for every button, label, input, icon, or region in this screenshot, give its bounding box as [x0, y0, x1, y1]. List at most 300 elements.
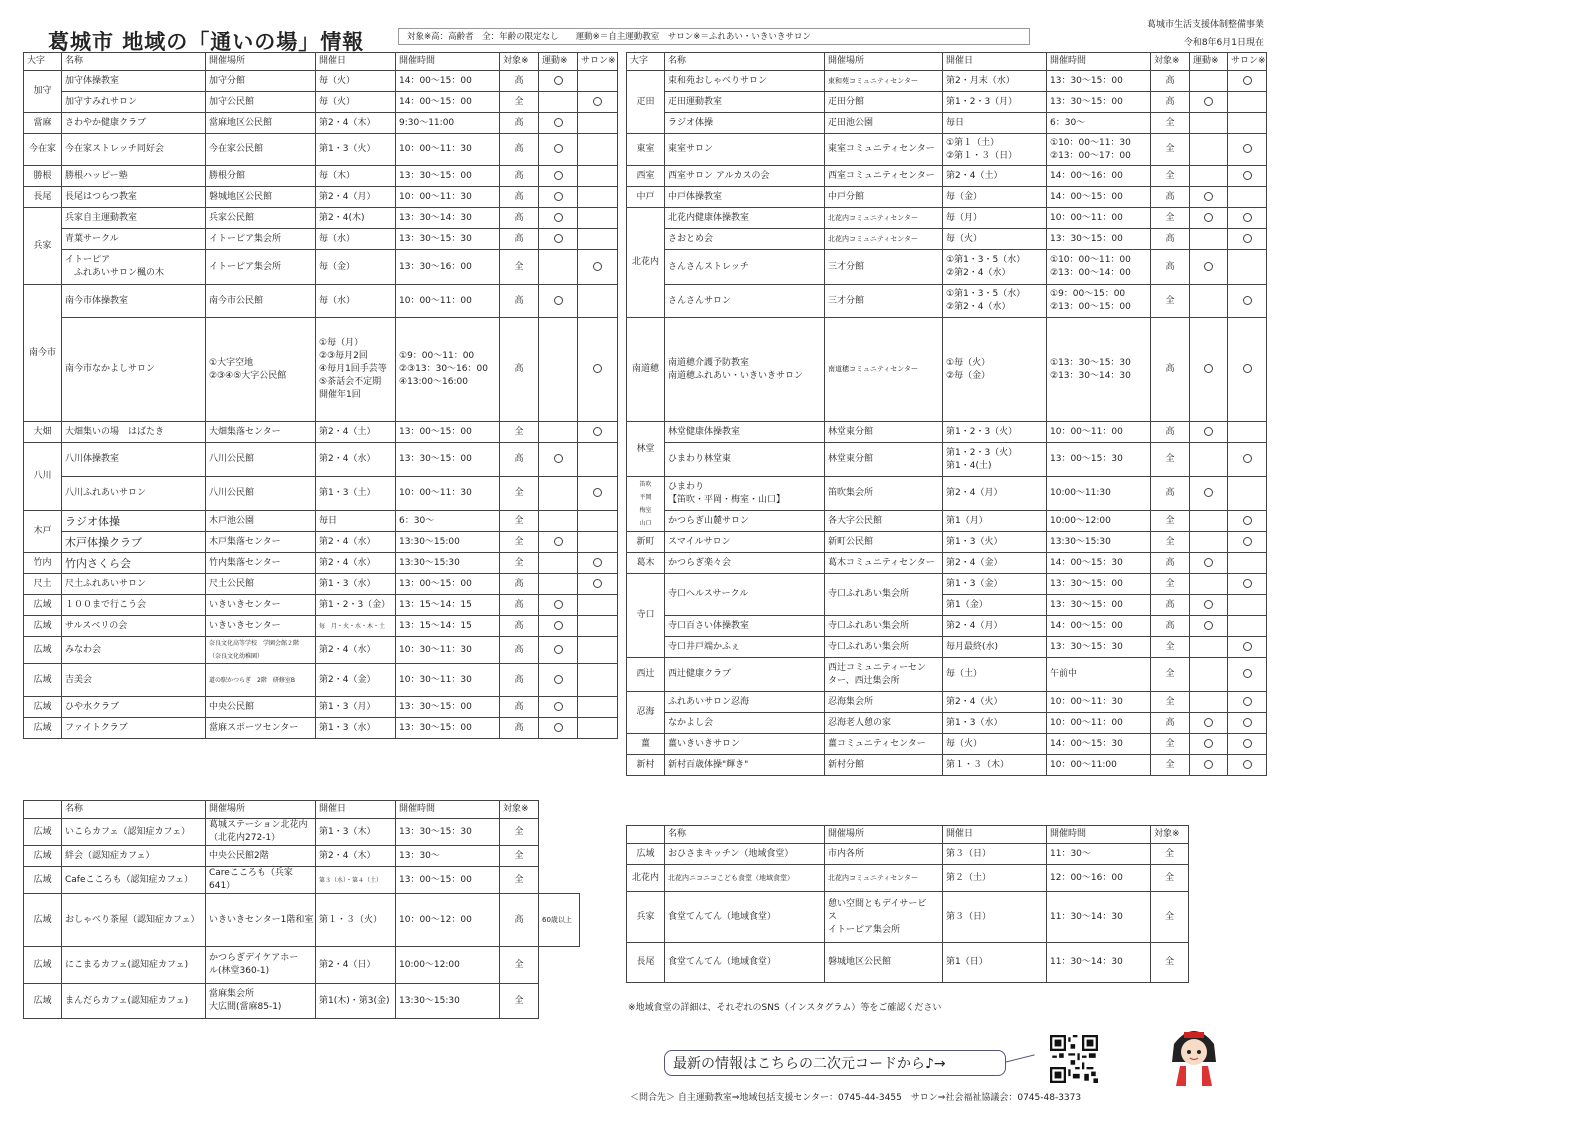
venue-place: 薑コミュニティセンター	[825, 734, 943, 755]
table-row	[24, 697, 618, 718]
table-row	[24, 718, 618, 739]
schedule-day: 第1・3（水）	[316, 574, 396, 595]
target-cell: 全	[1151, 532, 1190, 553]
note-cell	[539, 947, 580, 984]
venue-place: 道の駅かつらぎ 2階 研修室B	[206, 664, 316, 697]
area-cell: 兵家	[24, 208, 62, 285]
venue-place: 林堂東分館	[825, 422, 943, 443]
attendance-mark-cell	[1228, 134, 1267, 166]
target-cell: 全	[1151, 511, 1190, 532]
venue-place: 疋田池公園	[825, 113, 943, 134]
schedule-time: ①9：00～15：00 ②13：00～15：00	[1047, 285, 1151, 318]
empty-mark-cell	[578, 187, 618, 208]
table-row	[24, 187, 618, 208]
circle-mark-icon	[1204, 600, 1213, 609]
column-header: 開催場所	[825, 53, 943, 71]
table-row	[24, 532, 618, 553]
area-cell: 南今市	[24, 285, 62, 422]
circle-mark-icon	[554, 723, 563, 732]
schedule-day: 毎（金）	[943, 187, 1047, 208]
circle-mark-icon	[593, 579, 602, 588]
target-cell: 全	[1151, 208, 1190, 229]
schedule-time: 10：30～11：30	[396, 637, 500, 664]
target-cell: 高	[500, 187, 539, 208]
schedule-time: 13：30～15：00	[1047, 92, 1151, 113]
table-row	[24, 553, 618, 574]
venue-name: 薑いきいきサロン	[665, 734, 825, 755]
table-row	[24, 819, 580, 846]
circle-mark-icon	[1243, 579, 1252, 588]
schedule-day: 第2・4（土）	[316, 422, 396, 443]
attendance-mark-cell	[539, 113, 578, 134]
schedule-day: 第1・2・3（火）	[943, 422, 1047, 443]
column-header	[24, 801, 62, 819]
area-cell: 木戸	[24, 511, 62, 553]
venue-name: 八川ふれあいサロン	[62, 477, 206, 511]
table-row	[24, 92, 618, 113]
schedule-day: 第１・３（木）	[943, 755, 1047, 776]
venue-place: 西室コミュニティセンター	[825, 166, 943, 187]
area-cell: 北花内	[627, 865, 665, 892]
area-cell: 林堂	[627, 422, 665, 477]
attendance-mark-cell	[1228, 532, 1267, 553]
schedule-day: 毎（火）	[316, 71, 396, 92]
schedule-time: 13：30～14：30	[396, 208, 500, 229]
schedule-time: 13：30～15：00	[1047, 71, 1151, 92]
area-cell: 長尾	[627, 943, 665, 983]
attendance-mark-cell	[539, 697, 578, 718]
schedule-day: 毎（土）	[943, 658, 1047, 692]
venue-place: 東室コミュニティセンター	[825, 134, 943, 166]
target-cell: 高	[500, 443, 539, 477]
table-row	[24, 166, 618, 187]
empty-mark-cell	[539, 511, 578, 532]
legend-box: 対象※高：高齢者 全：年齢の限定なし 運動※＝自主運動教室 サロン※＝ふれあい・いきいきサロン	[398, 28, 1030, 45]
note-cell	[539, 846, 580, 867]
schedule-day: 毎（火）	[316, 92, 396, 113]
schedule-time: 13：30～15：00	[1047, 595, 1151, 616]
table-row	[24, 113, 618, 134]
schedule-time: 11：30～14：30	[1047, 943, 1151, 983]
venue-name: 林堂健康体操教室	[665, 422, 825, 443]
venue-place: 八川公民館	[206, 477, 316, 511]
schedule-day: 第３（日）	[943, 844, 1047, 865]
schedule-day: 第2・4(木)	[316, 208, 396, 229]
area-cell: 広域	[24, 984, 62, 1019]
column-header: 対象※	[1151, 826, 1189, 844]
table-row	[627, 865, 1189, 892]
column-header: サロン※	[578, 53, 618, 71]
area-cell: 広域	[24, 846, 62, 867]
table-row	[627, 553, 1267, 574]
table-row	[24, 846, 580, 867]
venue-name: おしゃべり茶屋（認知症カフェ）	[62, 894, 206, 947]
empty-mark-cell	[1190, 166, 1228, 187]
venue-place: 新村分館	[825, 755, 943, 776]
column-header: 開催場所	[825, 826, 943, 844]
schedule-day: 毎（金）	[316, 250, 396, 285]
schedule-day: 第2・4（月）	[943, 616, 1047, 637]
column-header: 名称	[62, 801, 206, 819]
schedule-day: 毎（月）	[943, 208, 1047, 229]
schedule-time: 13：00～15：30	[1047, 443, 1151, 477]
table-header-row	[24, 53, 618, 71]
circle-mark-icon	[554, 675, 563, 684]
schedule-day: 毎（火）	[943, 734, 1047, 755]
target-cell: 高	[1151, 713, 1190, 734]
qr-code-icon[interactable]	[1050, 1035, 1098, 1083]
schedule-day: 第1・3（木）	[316, 819, 396, 846]
venue-place: 當麻集会所 大広間(當麻85-1)	[206, 984, 316, 1019]
schedule-time: 13:30～15:30	[1047, 532, 1151, 553]
circle-mark-icon	[1243, 537, 1252, 546]
target-cell: 全	[1151, 692, 1190, 713]
empty-mark-cell	[539, 250, 578, 285]
schedule-day: 第2・4（土）	[943, 166, 1047, 187]
venue-name: イトーピア ふれあいサロン楓の木	[62, 250, 206, 285]
venue-place: 中央公民館	[206, 697, 316, 718]
venue-place: 葛城ステーション北花内 （北花内272-1）	[206, 819, 316, 846]
schedule-day: 第2・4（木）	[316, 113, 396, 134]
column-header: 開催日	[943, 53, 1047, 71]
venue-name: 今在家ストレッチ同好会	[62, 134, 206, 166]
empty-mark-cell	[1228, 422, 1267, 443]
area-cell: 南道穂	[627, 318, 665, 422]
empty-mark-cell	[1190, 285, 1228, 318]
schedule-time: 14：00～15：00	[1047, 187, 1151, 208]
as-of-date: 令和8年6月1日現在	[1183, 38, 1264, 48]
venue-name: さんさんサロン	[665, 285, 825, 318]
attendance-mark-cell	[1190, 616, 1228, 637]
circle-mark-icon	[554, 76, 563, 85]
area-cell: 広域	[24, 595, 62, 616]
venue-place: 木戸池公園	[206, 511, 316, 532]
area-cell: 薑	[627, 734, 665, 755]
schedule-time: 午前中	[1047, 658, 1151, 692]
attendance-mark-cell	[539, 532, 578, 553]
area-cell: 新村	[627, 755, 665, 776]
empty-mark-cell	[1190, 511, 1228, 532]
circle-mark-icon	[554, 600, 563, 609]
attendance-mark-cell	[539, 166, 578, 187]
attendance-mark-cell	[539, 229, 578, 250]
table-row	[24, 574, 618, 595]
target-cell: 全	[500, 477, 539, 511]
attendance-mark-cell	[1228, 637, 1267, 658]
publisher: 葛城市生活支援体制整備事業	[1146, 20, 1264, 30]
table-row	[24, 664, 618, 697]
venue-name: ファイトクラブ	[62, 718, 206, 739]
column-header: 大字	[627, 53, 665, 71]
table-row	[24, 511, 618, 532]
table-row	[24, 616, 618, 637]
circle-mark-icon	[1243, 718, 1252, 727]
table-row	[627, 892, 1189, 943]
schedule-time: 10：00～11:00	[1047, 755, 1151, 776]
target-cell: 全	[1151, 166, 1190, 187]
attendance-mark-cell	[1228, 318, 1267, 422]
column-header: 開催時間	[1047, 53, 1151, 71]
table-row	[627, 71, 1267, 92]
target-cell: 高	[1151, 616, 1190, 637]
venue-name: 大畑集いの場 はばたき	[62, 422, 206, 443]
schedule-day: 第1・3（火）	[943, 532, 1047, 553]
schedule-day: 第2・4（火）	[943, 692, 1047, 713]
venue-place: 磐城地区公民館	[825, 943, 943, 983]
schedule-day: 第1・3（月）	[316, 697, 396, 718]
area-cell: 尺土	[24, 574, 62, 595]
empty-mark-cell	[1228, 92, 1267, 113]
venue-name: 絆会（認知症カフェ）	[62, 846, 206, 867]
circle-mark-icon	[1204, 364, 1213, 373]
attendance-mark-cell	[1190, 595, 1228, 616]
empty-mark-cell	[539, 477, 578, 511]
schedule-day: 毎（水）	[316, 229, 396, 250]
area-cell: 広域	[24, 616, 62, 637]
table-row	[24, 250, 618, 285]
table-row	[627, 229, 1267, 250]
target-cell: 高	[1151, 71, 1190, 92]
venue-place: 林堂東分館	[825, 443, 943, 477]
venue-name: 長尾はつらつ教室	[62, 187, 206, 208]
target-cell: 高	[1151, 92, 1190, 113]
schedule-day: ①第1・3・5（水） ②第2・4（水）	[943, 285, 1047, 318]
venue-place: 北花内コミュニティセンター	[825, 229, 943, 250]
table-row	[627, 713, 1267, 734]
table-row	[627, 477, 1267, 511]
table-row	[24, 422, 618, 443]
attendance-mark-cell	[1228, 443, 1267, 477]
venue-place: 勝根分館	[206, 166, 316, 187]
empty-mark-cell	[578, 134, 618, 166]
area-cell: 新町	[627, 532, 665, 553]
empty-mark-cell	[578, 595, 618, 616]
column-header: 名称	[62, 53, 206, 71]
circle-mark-icon	[593, 427, 602, 436]
target-cell: 全	[1151, 943, 1189, 983]
schedule-time: 13：30～16：00	[396, 250, 500, 285]
attendance-mark-cell	[1190, 553, 1228, 574]
circle-mark-icon	[1243, 171, 1252, 180]
venue-place: かつらぎデイケアホー ル(林堂360-1)	[206, 947, 316, 984]
schedule-day: 第３（水）・第４（土）	[316, 867, 396, 894]
column-header: 対象※	[500, 801, 539, 819]
table-row	[627, 616, 1267, 637]
area-cell: 加守	[24, 71, 62, 113]
venue-place: 加守分館	[206, 71, 316, 92]
attendance-mark-cell	[1190, 92, 1228, 113]
table-row	[627, 92, 1267, 113]
schedule-day: 毎（水）	[316, 285, 396, 318]
schedule-day: 第1・2・3（金）	[316, 595, 396, 616]
schedule-time: 13：30～15：00	[396, 166, 500, 187]
schedule-time: 13:30～15:00	[396, 532, 500, 553]
venue-name: 西辻健康クラブ	[665, 658, 825, 692]
target-cell: 全	[1151, 443, 1190, 477]
column-header: 名称	[665, 53, 825, 71]
empty-mark-cell	[1228, 553, 1267, 574]
area-cell: 西室	[627, 166, 665, 187]
target-cell: 高	[1151, 187, 1190, 208]
schedule-time: 13：30～15：00	[396, 697, 500, 718]
area-cell: 東室	[627, 134, 665, 166]
attendance-mark-cell	[539, 637, 578, 664]
empty-mark-cell	[1228, 113, 1267, 134]
schedule-day: 第2・4（水）	[316, 532, 396, 553]
column-header: 開催日	[943, 826, 1047, 844]
right-venue-table	[626, 52, 1267, 776]
venue-name: 南今市なかよしサロン	[62, 318, 206, 422]
schedule-day: 第1(木)・第3(金)	[316, 984, 396, 1019]
venue-place: 憩い空間ともデイサービ ス イトーピア集会所	[825, 892, 943, 943]
table-row	[627, 532, 1267, 553]
circle-mark-icon	[1243, 669, 1252, 678]
empty-mark-cell	[1228, 477, 1267, 511]
community-dining-table	[626, 825, 1189, 983]
venue-name: 勝根ハッピー塾	[62, 166, 206, 187]
table-row	[24, 867, 580, 894]
table-header-row	[24, 801, 580, 819]
venue-name: 北花内ニコニコこども食堂（地域食堂）	[665, 865, 825, 892]
venue-name: いこらカフェ（認知症カフェ）	[62, 819, 206, 846]
column-header: 開催時間	[396, 801, 500, 819]
column-header: 開催日	[316, 801, 396, 819]
table-row	[627, 574, 1267, 595]
venue-name: 尺土ふれあいサロン	[62, 574, 206, 595]
table-row	[627, 637, 1267, 658]
target-cell: 全	[1151, 844, 1189, 865]
target-cell: 全	[500, 819, 539, 846]
table-row	[24, 984, 580, 1019]
circle-mark-icon	[554, 537, 563, 546]
schedule-time: 10：00～11：00	[1047, 713, 1151, 734]
target-cell: 全	[1151, 865, 1189, 892]
schedule-day: 第1・3（金）	[943, 574, 1047, 595]
venue-name: 中戸体操教室	[665, 187, 825, 208]
area-cell: 忍海	[627, 692, 665, 734]
venue-place: 西辻コミュニティーセン ター、西辻集会所	[825, 658, 943, 692]
target-cell: 全	[1151, 658, 1190, 692]
schedule-time: 13：30～15：30	[396, 819, 500, 846]
venue-place: いきいきセンター	[206, 616, 316, 637]
circle-mark-icon	[1243, 364, 1252, 373]
circle-mark-icon	[1204, 97, 1213, 106]
circle-mark-icon	[1243, 739, 1252, 748]
contact-info: ＜問合先＞ 自主運動教室⇒地域包括支援センター：0745-44-3455 サロン⇒社会福祉協議会：0745-48-3373	[630, 1093, 1082, 1103]
schedule-time: 10：00～11：00	[1047, 208, 1151, 229]
venue-name: さおとめ会	[665, 229, 825, 250]
venue-place: 北花内コミュニティセンター	[825, 865, 943, 892]
attendance-mark-cell	[578, 553, 618, 574]
qr-callout: 最新の情報はこちらの二次元コードから♪→	[664, 1050, 1006, 1076]
circle-mark-icon	[554, 213, 563, 222]
circle-mark-icon	[1204, 558, 1213, 567]
venue-place: 疋田分館	[825, 92, 943, 113]
venue-name: 寺口百さい体操教室	[665, 616, 825, 637]
table-row	[24, 595, 618, 616]
schedule-time: 13：30～15：00	[396, 443, 500, 477]
venue-name: 新村百歳体操"輝き"	[665, 755, 825, 776]
table-header-row	[627, 826, 1189, 844]
attendance-mark-cell	[1228, 574, 1267, 595]
target-cell: 高	[500, 166, 539, 187]
circle-mark-icon	[554, 192, 563, 201]
venue-place: 束和苑コミュニティセンター	[825, 71, 943, 92]
schedule-time: 9:30～11:00	[396, 113, 500, 134]
venue-name: ふれあいサロン忍海	[665, 692, 825, 713]
venue-name: さんさんストレッチ	[665, 250, 825, 285]
circle-mark-icon	[1243, 697, 1252, 706]
circle-mark-icon	[1204, 488, 1213, 497]
empty-mark-cell	[1190, 637, 1228, 658]
circle-mark-icon	[554, 171, 563, 180]
target-cell: 全	[500, 422, 539, 443]
schedule-time: 14：00～15：30	[1047, 553, 1151, 574]
column-header: 開催日	[316, 53, 396, 71]
area-cell: 長尾	[24, 187, 62, 208]
circle-mark-icon	[1243, 144, 1252, 153]
column-header	[627, 826, 665, 844]
schedule-time: 10：00～11：00	[1047, 422, 1151, 443]
target-cell: 高	[500, 318, 539, 422]
venue-place: 各大字公民館	[825, 511, 943, 532]
attendance-mark-cell	[539, 616, 578, 637]
area-cell: 広域	[24, 894, 62, 947]
circle-mark-icon	[593, 488, 602, 497]
column-header: 対象※	[1151, 53, 1190, 71]
target-cell: 全	[500, 984, 539, 1019]
area-cell: 兵家	[627, 892, 665, 943]
note-cell	[539, 867, 580, 894]
attendance-mark-cell	[539, 208, 578, 229]
venue-name: 北花内健康体操教室	[665, 208, 825, 229]
area-cell: 広域	[24, 637, 62, 664]
venue-name: おひさまキッチン（地域食堂）	[665, 844, 825, 865]
venue-place: イトーピア集会所	[206, 250, 316, 285]
empty-mark-cell	[1190, 692, 1228, 713]
schedule-time: ①10：00～11：00 ②13：00～14：00	[1047, 250, 1151, 285]
venue-name: サルスベリの会	[62, 616, 206, 637]
schedule-day: 第1（月）	[943, 511, 1047, 532]
attendance-mark-cell	[1190, 755, 1228, 776]
attendance-mark-cell	[1190, 250, 1228, 285]
venue-name: 加守体操教室	[62, 71, 206, 92]
attendance-mark-cell	[578, 477, 618, 511]
venue-place: 八川公民館	[206, 443, 316, 477]
target-cell: 高	[1151, 250, 1190, 285]
venue-name: 八川体操教室	[62, 443, 206, 477]
venue-name: 寺口ヘルスサークル	[665, 574, 825, 616]
target-cell: 高	[500, 697, 539, 718]
area-cell: 広域	[627, 844, 665, 865]
table-row	[627, 734, 1267, 755]
empty-mark-cell	[539, 318, 578, 422]
circle-mark-icon	[554, 454, 563, 463]
schedule-day: 毎日	[316, 511, 396, 532]
venue-name: 寺口井戸端かふぇ	[665, 637, 825, 658]
venue-name: 木戸体操クラブ	[62, 532, 206, 553]
area-cell: 寺口	[627, 574, 665, 658]
venue-name: 吉美会	[62, 664, 206, 697]
target-cell: 高	[500, 664, 539, 697]
target-cell: 全	[1151, 755, 1190, 776]
attendance-mark-cell	[578, 422, 618, 443]
circle-mark-icon	[554, 118, 563, 127]
venue-place: 竹内集落センター	[206, 553, 316, 574]
venue-name: かつらぎ楽々会	[665, 553, 825, 574]
venue-place: いきいきセンター1階和室	[206, 894, 316, 947]
page-title: 葛城市 地域の「通いの場」情報	[48, 30, 365, 54]
